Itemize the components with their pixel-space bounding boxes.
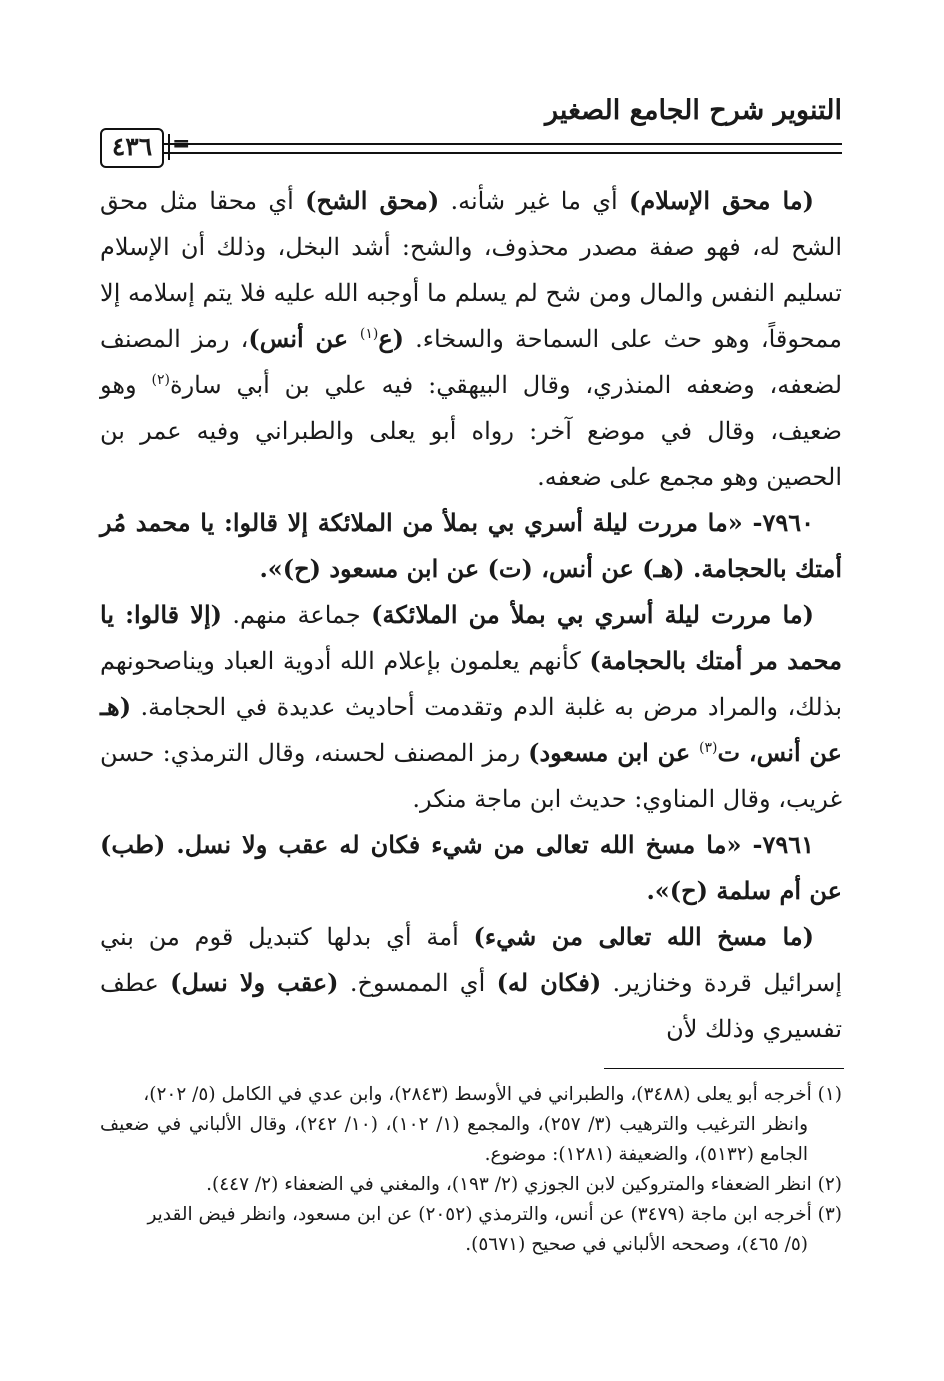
text: وهو ضعيف، وقال في موضع آخر: رواه أبو يعلى والطبراني وفيه عمر بن الحصين وهو مجمع على ضعفه. bbox=[100, 371, 842, 491]
text: أي الممسوخ. bbox=[338, 969, 497, 997]
text: جماعة منهم. bbox=[221, 601, 372, 629]
footnote-marker[interactable]: (٢) bbox=[151, 372, 170, 388]
book-title: التنوير شرح الجامع الصغير bbox=[545, 95, 842, 126]
commentary-paragraph-1 bbox=[100, 178, 842, 500]
quote: (ما مررت ليلة أسري بي بملأ من الملائكة) bbox=[371, 600, 815, 629]
hadith-7961: ٧٩٦١- «ما مسخ الله تعالى من شيء فكان له عقب ولا نسل. (طب) عن أم سلمة (ح)». bbox=[100, 830, 842, 905]
footnote-marker[interactable]: (٣) bbox=[699, 740, 718, 756]
header-ornament: = bbox=[172, 131, 191, 157]
quote: (عقب ولا نسل) bbox=[170, 968, 339, 997]
quote: (إلا قالوا: يا محمد مر أمتك بالحجامة) bbox=[100, 600, 842, 675]
footnote-1: (١) أخرجه أبو يعلى (٣٤٨٨)، والطبراني في الأوسط (٢٨٤٣)، وابن عدي في الكامل (٥/ ٢٠٢)، bbox=[143, 1084, 842, 1105]
footnote-3-continued: (٥/ ٤٦٥)، وصححه الألباني في صحيح (٥٦٧١). bbox=[465, 1234, 808, 1255]
commentary-paragraph-3 bbox=[100, 914, 842, 1052]
footnotes bbox=[100, 1080, 842, 1260]
page-header bbox=[100, 95, 842, 165]
footnote-marker[interactable]: (١) bbox=[359, 326, 379, 342]
text: أي محقا مثل محق الشح له، فهو صفة مصدر محذوف، والشح: أشد البخل، وذلك أن الإسلام تسليم النفس والمال ومن شح لم يسلم ما أوجبه الله عليه فلا يتم إسلامه إلا ممحوقاً، وهو حث على السماحة والسخاء. bbox=[100, 187, 842, 353]
main-text bbox=[100, 178, 842, 1052]
header-rule bbox=[160, 143, 842, 154]
text: كأنهم يعلمون بإعلام الله أدوية العباد ويناصحونهم بذلك، والمراد مرض به غلبة الدم وتقدمت أحاديث عديدة في الحجامة. bbox=[100, 647, 843, 721]
footnote-1-continued: وانظر الترغيب والترهيب (٣/ ٢٥٧)، والمجمع (١/ ١٠٢)، (١٠/ ٢٤٢)، وقال الألباني في ضعيف الجامع (٥١٣٢)، والضعيفة (١٢٨١): موضوع. bbox=[100, 1114, 809, 1165]
quote: (محق الشح) bbox=[305, 186, 440, 215]
quote: (ما محق الإسلام) bbox=[629, 186, 815, 215]
source-ref: عن ابن مسعود) bbox=[528, 738, 700, 767]
text: ، رمز المصنف لضعفه، وضعفه المنذري، وقال البيهقي: فيه علي بن أبي سارة bbox=[100, 325, 843, 399]
footnote-separator bbox=[604, 1068, 844, 1069]
footnote-2: (٢) انظر الضعفاء والمتروكين لابن الجوزي (٢/ ١٩٣)، والمغني في الضعفاء (٢/ ٤٤٧). bbox=[206, 1174, 842, 1195]
footnote-3: (٣) أخرجه ابن ماجة (٣٤٧٩) عن أنس، والترمذي (٢٠٥٢) عن ابن مسعود، وانظر فيض القدير bbox=[147, 1204, 842, 1225]
hadith-7960: ٧٩٦٠- «ما مررت ليلة أسري بي بملأ من الملائكة إلا قالوا: يا محمد مُر أمتك بالحجامة. (هـ) عن أنس، (ت) عن ابن مسعود (ح)». bbox=[100, 508, 842, 583]
page-number: ٤٣٦ bbox=[100, 128, 164, 168]
text: أمة أي بدلها كتبديل قوم من بني إسرائيل قردة وخنازير. bbox=[100, 923, 842, 997]
text: أي ما غير شأنه. bbox=[439, 187, 630, 215]
source-ref: (هـ عن أنس، ت bbox=[100, 692, 843, 767]
source-ref: عن أنس) bbox=[248, 324, 360, 353]
quote: (ما مسخ الله تعالى من شيء) bbox=[473, 922, 814, 951]
text: رمز المصنف لحسنه، وقال الترمذي: حسن غريب، وقال المناوي: حديث ابن ماجة منكر. bbox=[100, 739, 842, 813]
commentary-paragraph-2 bbox=[100, 592, 842, 822]
source-ref: (ع bbox=[378, 324, 405, 353]
text: عطف تفسيري وذلك لأن bbox=[100, 969, 842, 1043]
quote: (فكان له) bbox=[496, 968, 602, 997]
